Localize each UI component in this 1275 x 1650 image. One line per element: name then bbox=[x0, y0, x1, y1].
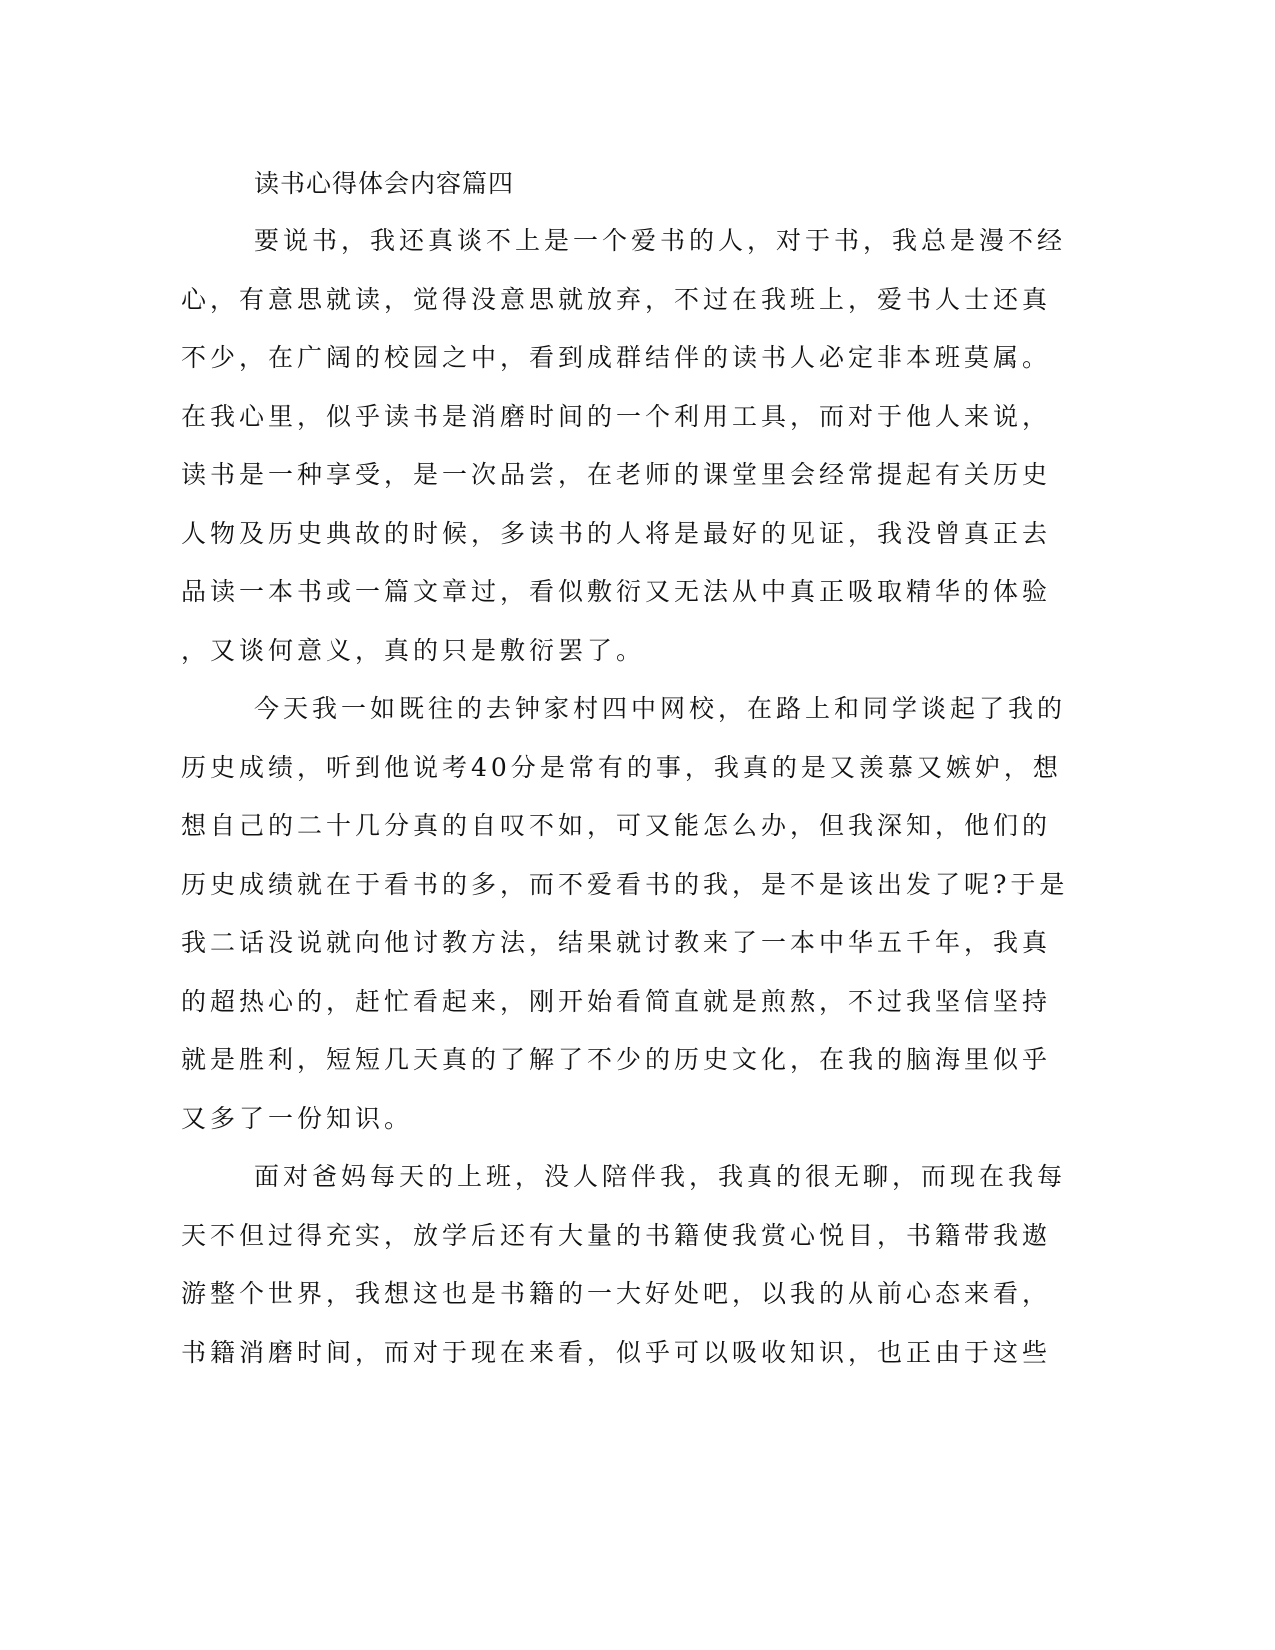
document-heading: 读书心得体会内容篇四 bbox=[254, 169, 515, 198]
paragraph-2-line-2: 历史成绩，听到他说考40分是常有的事，我真的是又羡慕又嫉妒，想 bbox=[181, 753, 1062, 782]
paragraph-2-line-5: 我二话没说就向他讨教方法，结果就讨教来了一本中华五千年，我真 bbox=[181, 928, 1052, 957]
paragraph-2-line-4: 历史成绩就在于看书的多，而不爱看书的我，是不是该出发了呢?于是 bbox=[181, 870, 1069, 899]
paragraph-2-line-7: 就是胜利，短短几天真的了解了不少的历史文化，在我的脑海里似乎 bbox=[181, 1045, 1052, 1074]
paragraph-2-line-8: 又多了一份知识。 bbox=[181, 1104, 414, 1133]
paragraph-1-line-3: 不少，在广阔的校园之中，看到成群结伴的读书人必定非本班莫属。 bbox=[181, 343, 1052, 372]
paragraph-2-line-1: 今天我一如既往的去钟家村四中网校，在路上和同学谈起了我的 bbox=[254, 694, 1067, 723]
paragraph-1-line-8: ，又谈何意义，真的只是敷衍罢了。 bbox=[181, 636, 646, 665]
paragraph-3-line-3: 游整个世界，我想这也是书籍的一大好处吧，以我的从前心态来看， bbox=[181, 1279, 1052, 1308]
paragraph-1-line-7: 品读一本书或一篇文章过，看似敷衍又无法从中真正吸取精华的体验 bbox=[181, 577, 1052, 606]
paragraph-1-line-5: 读书是一种享受，是一次品尝，在老师的课堂里会经常提起有关历史 bbox=[181, 460, 1052, 489]
paragraph-1-line-2: 心，有意思就读，觉得没意思就放弃，不过在我班上，爱书人士还真 bbox=[181, 285, 1052, 314]
paragraph-1-line-6: 人物及历史典故的时候，多读书的人将是最好的见证，我没曾真正去 bbox=[181, 519, 1052, 548]
paragraph-3-line-4: 书籍消磨时间，而对于现在来看，似乎可以吸收知识，也正由于这些 bbox=[181, 1338, 1052, 1367]
paragraph-3-line-1: 面对爸妈每天的上班，没人陪伴我，我真的很无聊，而现在我每 bbox=[254, 1162, 1067, 1191]
paragraph-1-line-4: 在我心里，似乎读书是消磨时间的一个利用工具，而对于他人来说， bbox=[181, 402, 1052, 431]
paragraph-1-line-1: 要说书，我还真谈不上是一个爱书的人，对于书，我总是漫不经 bbox=[254, 226, 1067, 255]
paragraph-2-line-3: 想自己的二十几分真的自叹不如，可又能怎么办，但我深知，他们的 bbox=[181, 811, 1052, 840]
paragraph-3-line-2: 天不但过得充实，放学后还有大量的书籍使我赏心悦目，书籍带我遨 bbox=[181, 1221, 1052, 1250]
paragraph-2-line-6: 的超热心的，赶忙看起来，刚开始看简直就是煎熬，不过我坚信坚持 bbox=[181, 987, 1052, 1016]
